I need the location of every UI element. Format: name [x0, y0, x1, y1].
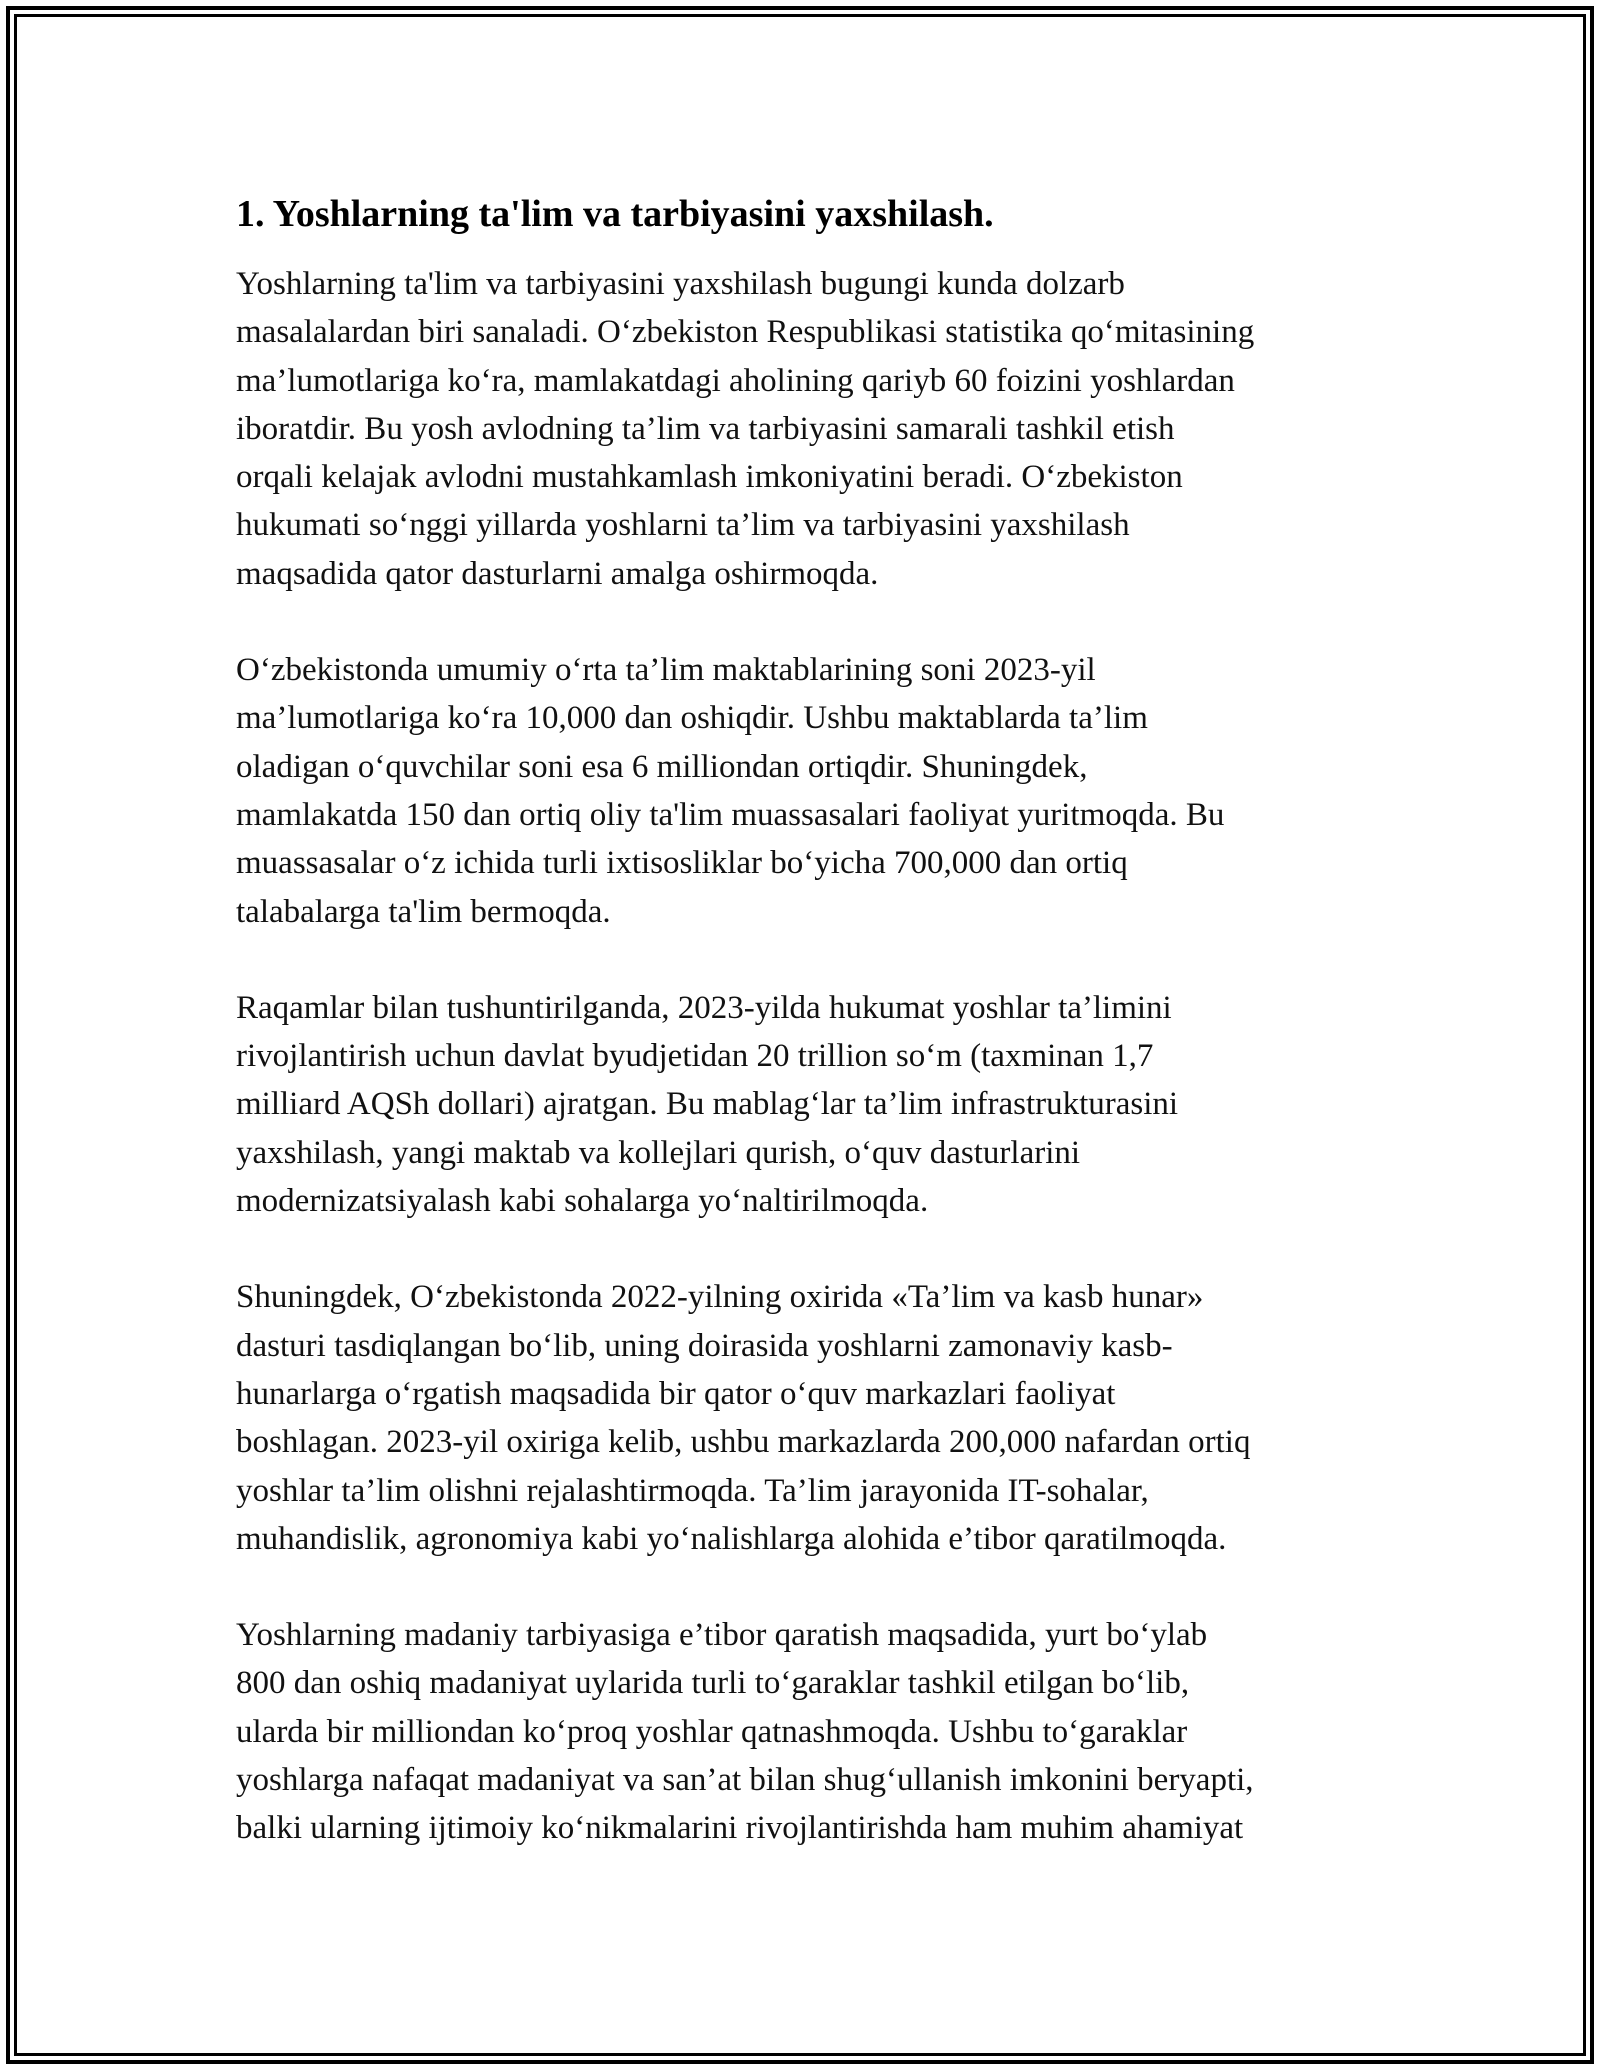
text-line: ularda bir milliondan ko‘proq yoshlar qatnashmoqda. Ushbu to‘garaklar: [236, 1713, 1188, 1750]
text-line: ma’lumotlariga ko‘ra, mamlakatdagi aholining qariyb 60 foizini yoshlardan: [236, 362, 1235, 399]
text-line: Yoshlarning ta'lim va tarbiyasini yaxshilash bugungi kunda dolzarb: [236, 266, 1125, 302]
text-line: muhandislik, agronomiya kabi yo‘nalishlarga alohida e’tibor qaratilmoqda.: [236, 1520, 1227, 1557]
text-line: iboratdir. Bu yosh avlodning ta’lim va tarbiyasini samarali tashkil etish: [236, 410, 1175, 447]
text-line: hunarlarga o‘rgatish maqsadida bir qator o‘quv markazlari faoliyat: [236, 1375, 1116, 1412]
text-line: dasturi tasdiqlangan bo‘lib, uning doirasida yoshlarni zamonaviy kasb-: [236, 1327, 1173, 1364]
text-line: O‘zbekistonda umumiy o‘rta ta’lim maktablarining soni 2023-yil: [236, 652, 1096, 689]
section-heading: 1. Yoshlarning ta'lim va tarbiyasini yaxshilash.: [236, 193, 994, 235]
text-line: balki ularning ijtimoiy ko‘nikmalarini rivojlantirishda ham muhim ahamiyat: [236, 1810, 1244, 1847]
text-line: modernizatsiyalash kabi sohalarga yo‘naltirilmoqda.: [236, 1183, 929, 1220]
paragraph-3: [236, 984, 1376, 1225]
text-line: yoshlarga nafaqat madaniyat va san’at bilan shug‘ullanish imkonini beryapti,: [236, 1762, 1254, 1799]
text-line: oladigan o‘quvchilar soni esa 6 milliondan ortiqdir. Shuningdek,: [236, 748, 1088, 785]
text-line: yoshlar ta’lim olishni rejalashtirmoqda. Ta’lim jarayonida IT-sohalar,: [236, 1472, 1149, 1509]
paragraph-5: [236, 1611, 1376, 1852]
text-line: talabalarga ta'lim bermoqda.: [236, 893, 611, 930]
text-line: maqsadida qator dasturlarni amalga oshirmoqda.: [236, 555, 879, 592]
text-line: Raqamlar bilan tushuntirilganda, 2023-yilda hukumat yoshlar ta’limini: [236, 989, 1172, 1026]
text-line: Yoshlarning madaniy tarbiyasiga e’tibor qaratish maqsadida, yurt bo‘ylab: [236, 1617, 1208, 1654]
text-line: mamlakatda 150 dan ortiq oliy ta'lim muassasalari faoliyat yuritmoqda. Bu: [236, 796, 1225, 833]
text-line: muassasalar o‘z ichida turli ixtisosliklar bo‘yicha 700,000 dan ortiq: [236, 845, 1128, 882]
text-line: masalalardan biri sanaladi. O‘zbekiston Respublikasi statistika qo‘mitasining: [236, 314, 1255, 351]
text-line: hukumati so‘nggi yillarda yoshlarni ta’lim va tarbiyasini yaxshilash: [236, 507, 1130, 544]
text-line: ma’lumotlariga ko‘ra 10,000 dan oshiqdir. Ushbu maktablarda ta’lim: [236, 700, 1148, 737]
text-line: rivojlantirish uchun davlat byudjetidan 20 trillion so‘m (taxminan 1,7: [236, 1038, 1154, 1075]
text-line: Shuningdek, O‘zbekistonda 2022-yilning oxirida «Ta’lim va kasb hunar»: [236, 1279, 1204, 1316]
text-line: 800 dan oshiq madaniyat uylarida turli to‘garaklar tashkil etilgan bo‘lib,: [236, 1665, 1190, 1702]
document-body: [236, 188, 1376, 1901]
text-line: milliard AQSh dollari) ajratgan. Bu mablag‘lar ta’lim infrastrukturasini: [236, 1086, 1179, 1123]
paragraph-2: [236, 646, 1376, 936]
paragraph-1: [236, 260, 1376, 598]
text-line: yaxshilash, yangi maktab va kollejlari qurish, o‘quv dasturlarini: [236, 1134, 1081, 1171]
text-line: orqali kelajak avlodni mustahkamlash imkoniyatini beradi. O‘zbekiston: [236, 459, 1183, 496]
paragraph-4: [236, 1273, 1376, 1563]
text-line: boshlagan. 2023-yil oxiriga kelib, ushbu markazlarda 200,000 nafardan ortiq: [236, 1424, 1251, 1461]
